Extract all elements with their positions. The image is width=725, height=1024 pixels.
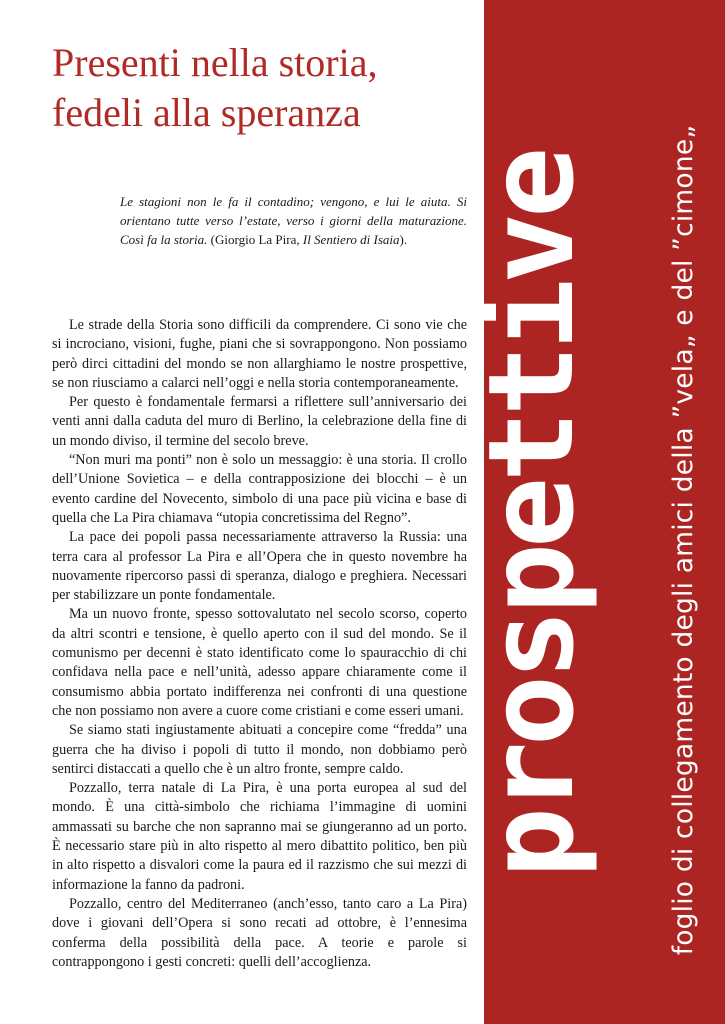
epigraph-attribution-open: (Giorgio La Pira,	[207, 232, 303, 247]
article-paragraph: Se siamo stati ingiustamente abituati a concepire come “fredda” una guerra che ha diviso i popoli di tutto il mondo, non dobbiamo però sentirci distaccati a quello che è un altro fronte, sempre caldo.	[52, 722, 467, 777]
article-body	[52, 316, 467, 972]
epigraph-quote: Le stagioni non le fa il contadino; vengono, e lui le aiuta. Si orientano tutte verso l’estate, verso i giorni della maturazione. Così fa la storia.	[120, 194, 467, 247]
article-paragraph: Per questo è fondamentale fermarsi a riflettere sull’anniversario dei venti anni dalla caduta del muro di Berlino, la celebrazione della fine di un mondo diviso, il termine del secolo breve.	[52, 394, 467, 449]
article-paragraph: “Non muri ma ponti” non è solo un messaggio: è una storia. Il crollo dell’Unione Sovietica – e della contrapposizione dei blocchi – è un evento cardine del Novecento, simbolo di una pace più vicina e base di quella che La Pira chiamava “utopia concretissima del Regno”.	[52, 452, 467, 526]
title-line-2: fedeli alla speranza	[52, 90, 361, 135]
masthead-tagline: foglio di collegamento degli amici della ”vela„ e del ”cimone„	[668, 124, 699, 956]
article-paragraph: Pozzallo, terra natale di La Pira, è una porta europea al sud del mondo. È una città-simbolo che richiama l’immagine di uomini ammassati su barche che non sapranno mai se giungeranno ad un porto. È necessario stare più in alto rispetto al mero dibattito politico, ben più in alto rispetto a disvalori come la paura ed il razzismo che sui mezzi di informazione la fanno da padroni.	[52, 780, 467, 893]
article-paragraph: La pace dei popoli passa necessariamente attraverso la Russia: una terra cara al professor La Pira e all’Opera che in questo novembre ha nuovamente ripercorso passi di speranza, dialogo e preghiera. Necessari per stabilizzare un ponte fondamentale.	[52, 529, 467, 604]
article-paragraph: Pozzallo, centro del Mediterraneo (anch’esso, tanto caro a La Pira) dove i giovani dell’Opera si sono recati ad ottobre, è l’ennesima conferma della possibilità della pace. A teorie e parole si contrappongono i gesti concreti: quelli dell’accoglienza.	[52, 895, 467, 970]
article-paragraph: Le strade della Storia sono difficili da comprendere. Ci sono vie che si incrociano, visioni, fughe, piani che si sovrappongono. Non possiamo però dirci cittadini del mondo se non allarghiamo le nostre prospettive, se non riusciamo a calarci nell’oggi e nella storia contemporaneamente.	[52, 317, 467, 391]
epigraph-source-title: Il Sentiero di Isaia	[302, 232, 400, 247]
epigraph	[120, 192, 467, 249]
title-line-1: Presenti nella storia,	[52, 40, 378, 85]
article-paragraph: Ma un nuovo fronte, spesso sottovalutato nel secolo scorso, coperto da altri scontri e tensione, è quello aperto con il sud del mondo. Se il comunismo per decenni è stato identificato come lo spauracchio di chi confidava nella pace e nell’unità, adesso appare chiaramente come il consumismo abbia portato indifferenza nei confronti di una questione che non possiamo non avere a cuore come cristiani e come esseri umani.	[52, 606, 467, 719]
page-title	[52, 38, 472, 138]
masthead-name: prospettive	[462, 151, 600, 879]
epigraph-attribution-close: ).	[399, 232, 408, 247]
